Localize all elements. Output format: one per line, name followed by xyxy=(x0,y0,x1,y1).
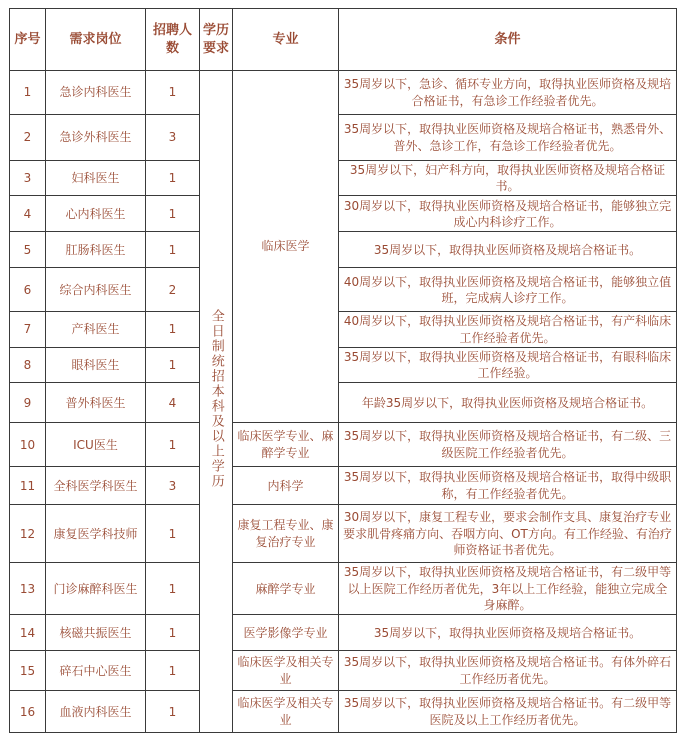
education-cell xyxy=(200,71,233,733)
table-row xyxy=(10,347,677,382)
table-row xyxy=(10,196,677,232)
serial-cell: 16 xyxy=(10,691,46,733)
condition-cell: 35周岁以下，取得执业医师资格及规培合格证书，取得中级职称，有工作经验者优先。 xyxy=(339,467,677,505)
count-cell: 1 xyxy=(146,347,200,382)
count-cell: 1 xyxy=(146,196,200,232)
count-cell: 3 xyxy=(146,115,200,161)
count-cell: 1 xyxy=(146,651,200,691)
condition-cell: 年龄35周岁以下，取得执业医师资格及规培合格证书。 xyxy=(339,383,677,423)
header-education: 学历要求 xyxy=(200,9,233,71)
major-cell: 麻醉学专业 xyxy=(233,563,339,615)
serial-cell: 6 xyxy=(10,268,46,312)
count-cell: 1 xyxy=(146,423,200,467)
condition-cell: 35周岁以下，急诊、循环专业方向，取得执业医师资格及规培合格证书，有急诊工作经验者优先。 xyxy=(339,71,677,115)
position-cell: 急诊内科医生 xyxy=(46,71,146,115)
table-row xyxy=(10,615,677,651)
condition-cell: 30周岁以下，康复工程专业，要求会制作支具、康复治疗专业要求肌骨疼痛方向、吞咽方向、OT方向。有工作经验、有治疗师资格证书者优先。 xyxy=(339,505,677,563)
position-cell: 心内科医生 xyxy=(46,196,146,232)
table-row xyxy=(10,161,677,196)
table-row xyxy=(10,467,677,505)
condition-cell: 40周岁以下，取得执业医师资格及规培合格证书，有产科临床工作经验者优先。 xyxy=(339,312,677,347)
count-cell: 1 xyxy=(146,312,200,347)
header-condition: 条件 xyxy=(339,9,677,71)
condition-cell: 35周岁以下，取得执业医师资格及规培合格证书，有二级、三级医院工作经验者优先。 xyxy=(339,423,677,467)
serial-cell: 4 xyxy=(10,196,46,232)
serial-cell: 13 xyxy=(10,563,46,615)
position-cell: 急诊外科医生 xyxy=(46,115,146,161)
major-cell: 临床医学及相关专业 xyxy=(233,691,339,733)
table-row xyxy=(10,383,677,423)
header-position: 需求岗位 xyxy=(46,9,146,71)
table-row xyxy=(10,268,677,312)
condition-cell: 35周岁以下，取得执业医师资格及规培合格证书。 xyxy=(339,615,677,651)
table-row xyxy=(10,115,677,161)
header-major: 专业 xyxy=(233,9,339,71)
condition-cell: 35周岁以下，取得执业医师资格及规培合格证书，有眼科临床工作经验。 xyxy=(339,347,677,382)
condition-cell: 40周岁以下，取得执业医师资格及规培合格证书，能够独立值班，完成病人诊疗工作。 xyxy=(339,268,677,312)
condition-cell: 35周岁以下，妇产科方向，取得执业医师资格及规培合格证书。 xyxy=(339,161,677,196)
position-cell: 肛肠科医生 xyxy=(46,232,146,268)
major-cell: 临床医学及相关专业 xyxy=(233,651,339,691)
education-text: 全日制统招本科及以上学历 xyxy=(208,309,224,490)
condition-cell: 30周岁以下，取得执业医师资格及规培合格证书，能够独立完成心内科诊疗工作。 xyxy=(339,196,677,232)
serial-cell: 11 xyxy=(10,467,46,505)
count-cell: 1 xyxy=(146,505,200,563)
position-cell: 碎石中心医生 xyxy=(46,651,146,691)
position-cell: 产科医生 xyxy=(46,312,146,347)
table-row xyxy=(10,312,677,347)
condition-cell: 35周岁以下，取得执业医师资格及规培合格证书，有二级甲等以上医院工作经历者优先，3年以上工作经验，能独立完成全身麻醉。 xyxy=(339,563,677,615)
header-no: 序号 xyxy=(10,9,46,71)
serial-cell: 12 xyxy=(10,505,46,563)
position-cell: 妇科医生 xyxy=(46,161,146,196)
major-cell: 医学影像学专业 xyxy=(233,615,339,651)
position-cell: 门诊麻醉科医生 xyxy=(46,563,146,615)
major-cell: 临床医学 xyxy=(233,71,339,423)
position-cell: ICU医生 xyxy=(46,423,146,467)
position-cell: 综合内科医生 xyxy=(46,268,146,312)
count-cell: 3 xyxy=(146,467,200,505)
count-cell: 4 xyxy=(146,383,200,423)
count-cell: 1 xyxy=(146,161,200,196)
serial-cell: 9 xyxy=(10,383,46,423)
position-cell: 核磁共振医生 xyxy=(46,615,146,651)
table-row xyxy=(10,505,677,563)
serial-cell: 1 xyxy=(10,71,46,115)
serial-cell: 8 xyxy=(10,347,46,382)
count-cell: 1 xyxy=(146,71,200,115)
header-count: 招聘人数 xyxy=(146,9,200,71)
header-row xyxy=(10,9,677,71)
count-cell: 1 xyxy=(146,232,200,268)
position-cell: 康复医学科技师 xyxy=(46,505,146,563)
major-cell: 内科学 xyxy=(233,467,339,505)
serial-cell: 5 xyxy=(10,232,46,268)
count-cell: 1 xyxy=(146,563,200,615)
condition-cell: 35周岁以下，取得执业医师资格及规培合格证书，熟悉骨外、普外、急诊工作，有急诊工作经验者优先。 xyxy=(339,115,677,161)
table-row xyxy=(10,232,677,268)
position-cell: 血液内科医生 xyxy=(46,691,146,733)
serial-cell: 15 xyxy=(10,651,46,691)
count-cell: 2 xyxy=(146,268,200,312)
condition-cell: 35周岁以下，取得执业医师资格及规培合格证书。有二级甲等医院及以上工作经历者优先。 xyxy=(339,691,677,733)
position-cell: 眼科医生 xyxy=(46,347,146,382)
table-row xyxy=(10,71,677,115)
condition-cell: 35周岁以下，取得执业医师资格及规培合格证书。有体外碎石工作经历者优先。 xyxy=(339,651,677,691)
table-row xyxy=(10,423,677,467)
serial-cell: 7 xyxy=(10,312,46,347)
condition-cell: 35周岁以下，取得执业医师资格及规培合格证书。 xyxy=(339,232,677,268)
position-cell: 普外科医生 xyxy=(46,383,146,423)
count-cell: 1 xyxy=(146,691,200,733)
recruitment-table xyxy=(9,8,677,733)
position-cell: 全科医学科医生 xyxy=(46,467,146,505)
serial-cell: 10 xyxy=(10,423,46,467)
serial-cell: 14 xyxy=(10,615,46,651)
table-row xyxy=(10,651,677,691)
count-cell: 1 xyxy=(146,615,200,651)
table-row xyxy=(10,691,677,733)
table-row xyxy=(10,563,677,615)
serial-cell: 2 xyxy=(10,115,46,161)
major-cell: 临床医学专业、麻醉学专业 xyxy=(233,423,339,467)
major-cell: 康复工程专业、康复治疗专业 xyxy=(233,505,339,563)
serial-cell: 3 xyxy=(10,161,46,196)
